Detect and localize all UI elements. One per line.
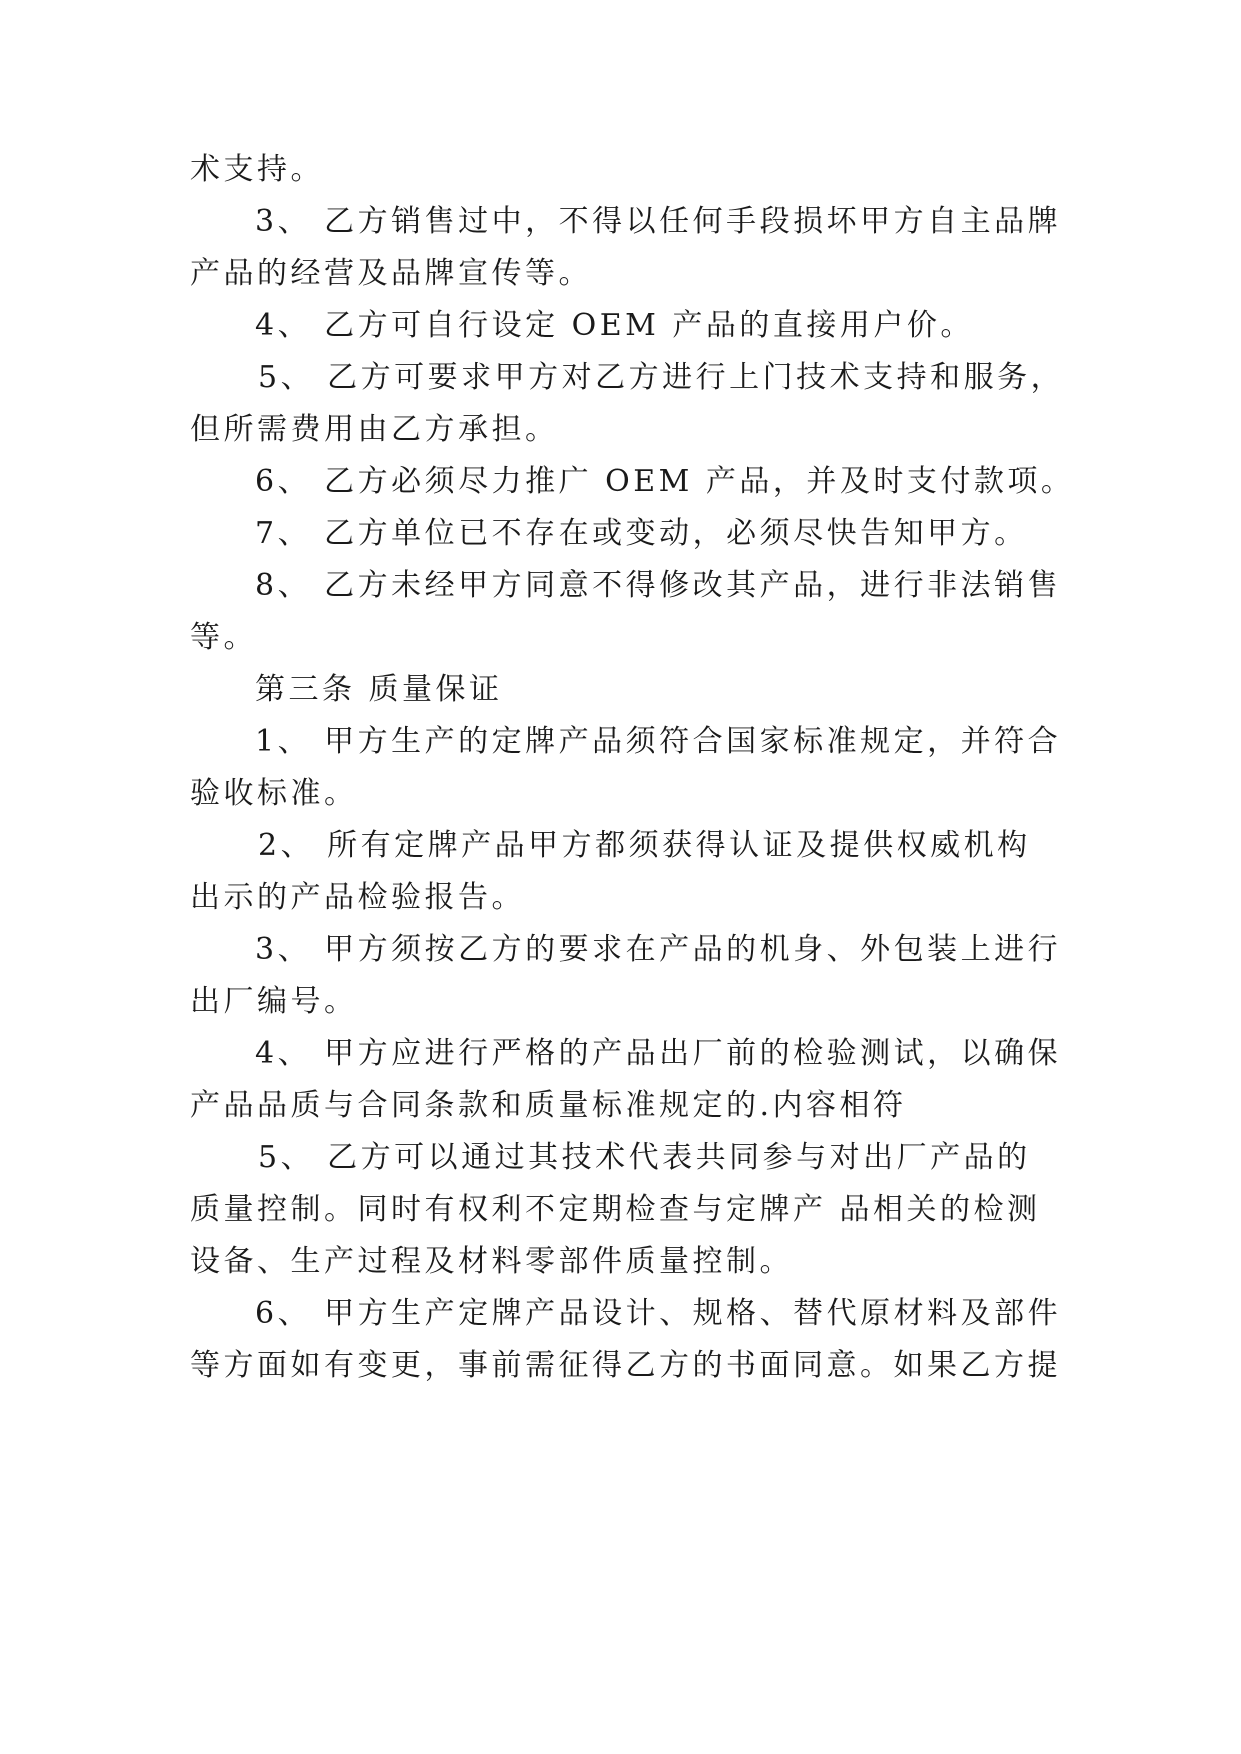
text-line: 5、 乙方可以通过其技术代表共同参与对出厂产品的 [258,1140,1031,1175]
text-line: 产品的经营及品牌宣传等。 [190,256,592,291]
text-line: 设备、生产过程及材料零部件质量控制。 [190,1244,793,1279]
section-heading: 第三条 质量保证 [255,672,503,707]
text-line: 5、 乙方可要求甲方对乙方进行上门技术支持和服务， [258,360,1065,395]
text-line: 4、 甲方应进行严格的产品出厂前的检验测试，以确保 [255,1036,1062,1071]
text-line: 4、 乙方可自行设定 OEM 产品的直接用户价。 [255,308,974,343]
text-line: 6、 甲方生产定牌产品设计、规格、替代原材料及部件 [255,1296,1062,1331]
text-line: 出示的产品检验报告。 [190,880,525,915]
text-line: 出厂编号。 [190,984,358,1019]
text-line: 等。 [190,620,257,655]
text-line: 3、 乙方销售过中，不得以任何手段损坏甲方自主品牌 [255,204,1062,239]
text-line: 等方面如有变更，事前需征得乙方的书面同意。如果乙方提 [190,1348,1061,1383]
text-line: 2、 所有定牌产品甲方都须获得认证及提供权威机构 [258,828,1031,863]
text-line: 产品品质与合同条款和质量标准规定的.内容相符 [190,1088,907,1123]
text-line: 验收标准。 [190,776,358,811]
text-line: 术支持。 [190,152,324,187]
text-line: 6、 乙方必须尽力推广 OEM 产品，并及时支付款项。 [255,464,1075,499]
text-line: 质量控制。同时有权利不定期检查与定牌产 品相关的检测 [190,1192,1041,1227]
text-line: 7、 乙方单位已不存在或变动，必须尽快告知甲方。 [255,516,1028,551]
text-line: 1、 甲方生产的定牌产品须符合国家标准规定，并符合 [255,724,1062,759]
text-line: 8、 乙方未经甲方同意不得修改其产品，进行非法销售 [255,568,1062,603]
text-line: 但所需费用由乙方承担。 [190,412,559,447]
text-line: 3、 甲方须按乙方的要求在产品的机身、外包装上进行 [255,932,1062,967]
